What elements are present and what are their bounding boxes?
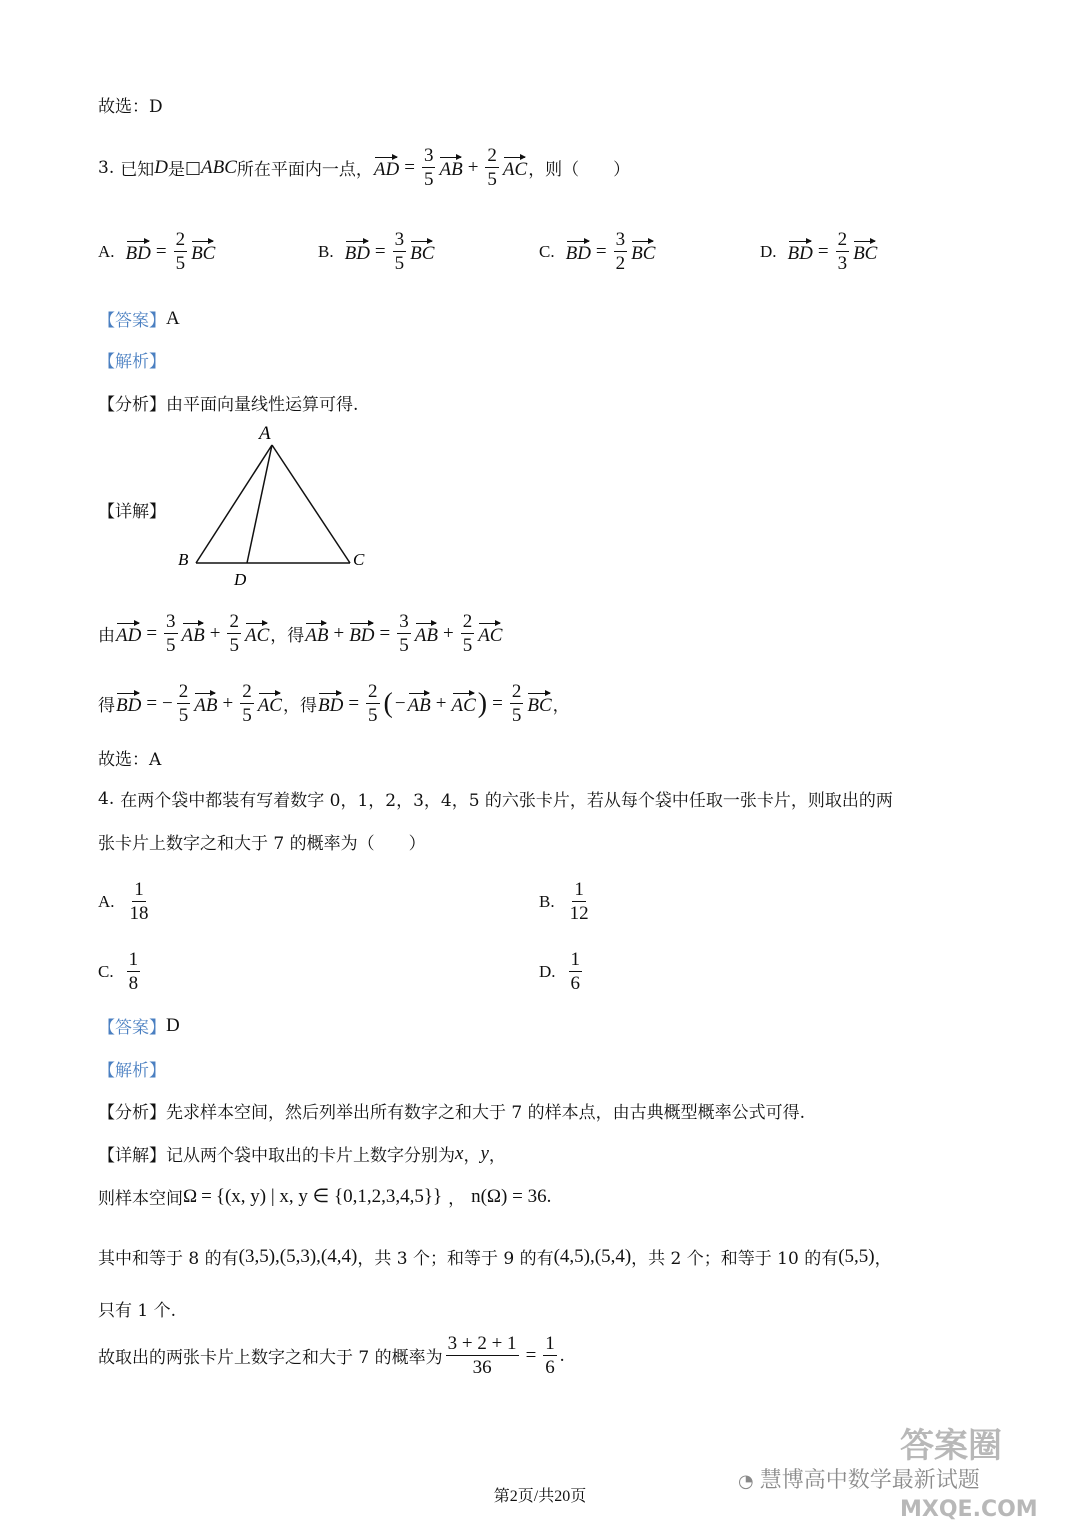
- q4-final: 故取出的两张卡片上数字之和大于 7 的概率为 $\frac{3 + 2 + 1}{36}$ = $\frac{1}{6}$ .: [98, 1333, 565, 1378]
- frac-3-5: $\frac{3}{5}$: [423, 145, 434, 190]
- q3-solution-2: 得 BD = − $\frac{2}{5}$ AB + $\frac{2}{5}$ AC ，得 BD = $\frac{2}{5}$ ( − AB + AC ) = $\frac{2}{5}$ BC ，: [98, 681, 570, 726]
- q4-fenxi: 【分析】 先求样本空间，然后列举出所有数字之和大于 7 的样本点，由古典概型概率公式可得.: [98, 1103, 806, 1123]
- segment-ad: [247, 445, 272, 563]
- q3-fenxi: 【分析】 由平面向量线性运算可得.: [98, 395, 359, 415]
- q4-xiangjie: 【详解】 记从两个袋中取出的卡片上数字分别为 x ， y ，: [98, 1142, 506, 1166]
- watermark-site: MXQE.COM: [900, 1497, 1038, 1522]
- q4-stem-line2: 张卡片上数字之和大于 7 的概率为（ ）: [98, 834, 426, 854]
- label-a: A: [259, 423, 271, 444]
- q3-stem: 3. 已知 D 是 □ ABC 所在平面内一点， AD = $\frac{3}{5}$ AB + $\frac{2}{5}$ AC ，则（ ）: [98, 145, 631, 190]
- label-d: D: [234, 570, 247, 589]
- q4-option-d[interactable]: D. $\frac{1}{6}$: [539, 949, 581, 994]
- q2-choose: 故选：D: [98, 97, 163, 117]
- q3-xiangjie-tag: 【详解】: [98, 502, 166, 522]
- q3-solution-1: 由 AD = $\frac{3}{5}$ AB + $\frac{2}{5}$ AC ，得 AB + BD = $\frac{3}{5}$ AB + $\frac{2}{5}$ AC: [98, 611, 503, 656]
- q4-option-a[interactable]: A. $\frac{1}{18}$: [98, 879, 149, 924]
- wechat-icon: ◔: [738, 1471, 754, 1492]
- label-c: C: [353, 550, 365, 569]
- vec-ad: AD: [374, 154, 399, 181]
- label-b: B: [178, 550, 189, 569]
- watermark-wechat: ◔ 慧博高中数学最新试题: [738, 1468, 980, 1493]
- q3-option-b[interactable]: B. BD = $\frac{3}{5}$ BC: [318, 229, 435, 274]
- q4-counts: 其中和等于 8 的有 (3,5),(5,3),(4,4) ，共 3 个；和等于 9 的有 (4,5),(5,4) ，共 2 个；和等于 10 的有 (5,5) ，: [98, 1245, 892, 1269]
- q4-sample-space: 则样本空间 Ω = {(x, y) | x, y ∈ {0,1,2,3,4,5}} ， n(Ω) = 36 .: [98, 1185, 552, 1209]
- q3-choose: 故选：A: [98, 750, 162, 770]
- q3-option-a[interactable]: A. BD = $\frac{2}{5}$ BC: [98, 229, 216, 274]
- q3-answer: 【答案】 A: [98, 307, 180, 331]
- q4-analysis-tag: 【解析】: [98, 1061, 166, 1081]
- q3-analysis-tag: 【解析】: [98, 352, 166, 372]
- triangle-figure: [170, 420, 380, 595]
- q4-stem-line1: 4. 在两个袋中都装有写着数字 0，1，2，3，4，5 的六张卡片，若从每个袋中任取一张卡片，则取出的两: [98, 788, 893, 811]
- page-footer: 第2页/共20页: [493, 1488, 587, 1505]
- side-ac: [272, 445, 350, 563]
- q3-option-d[interactable]: D. BD = $\frac{2}{3}$ BC: [760, 229, 878, 274]
- side-ab: [196, 445, 272, 563]
- q4-option-b[interactable]: B. $\frac{1}{12}$: [539, 879, 589, 924]
- q3-option-c[interactable]: C. BD = $\frac{3}{2}$ BC: [539, 229, 656, 274]
- watermark-logo: 答案圈: [900, 1426, 1002, 1466]
- q4-only-one: 只有 1 个.: [98, 1301, 177, 1321]
- q4-answer: 【答案】 D: [98, 1014, 180, 1038]
- q4-option-c[interactable]: C. $\frac{1}{8}$: [98, 949, 139, 994]
